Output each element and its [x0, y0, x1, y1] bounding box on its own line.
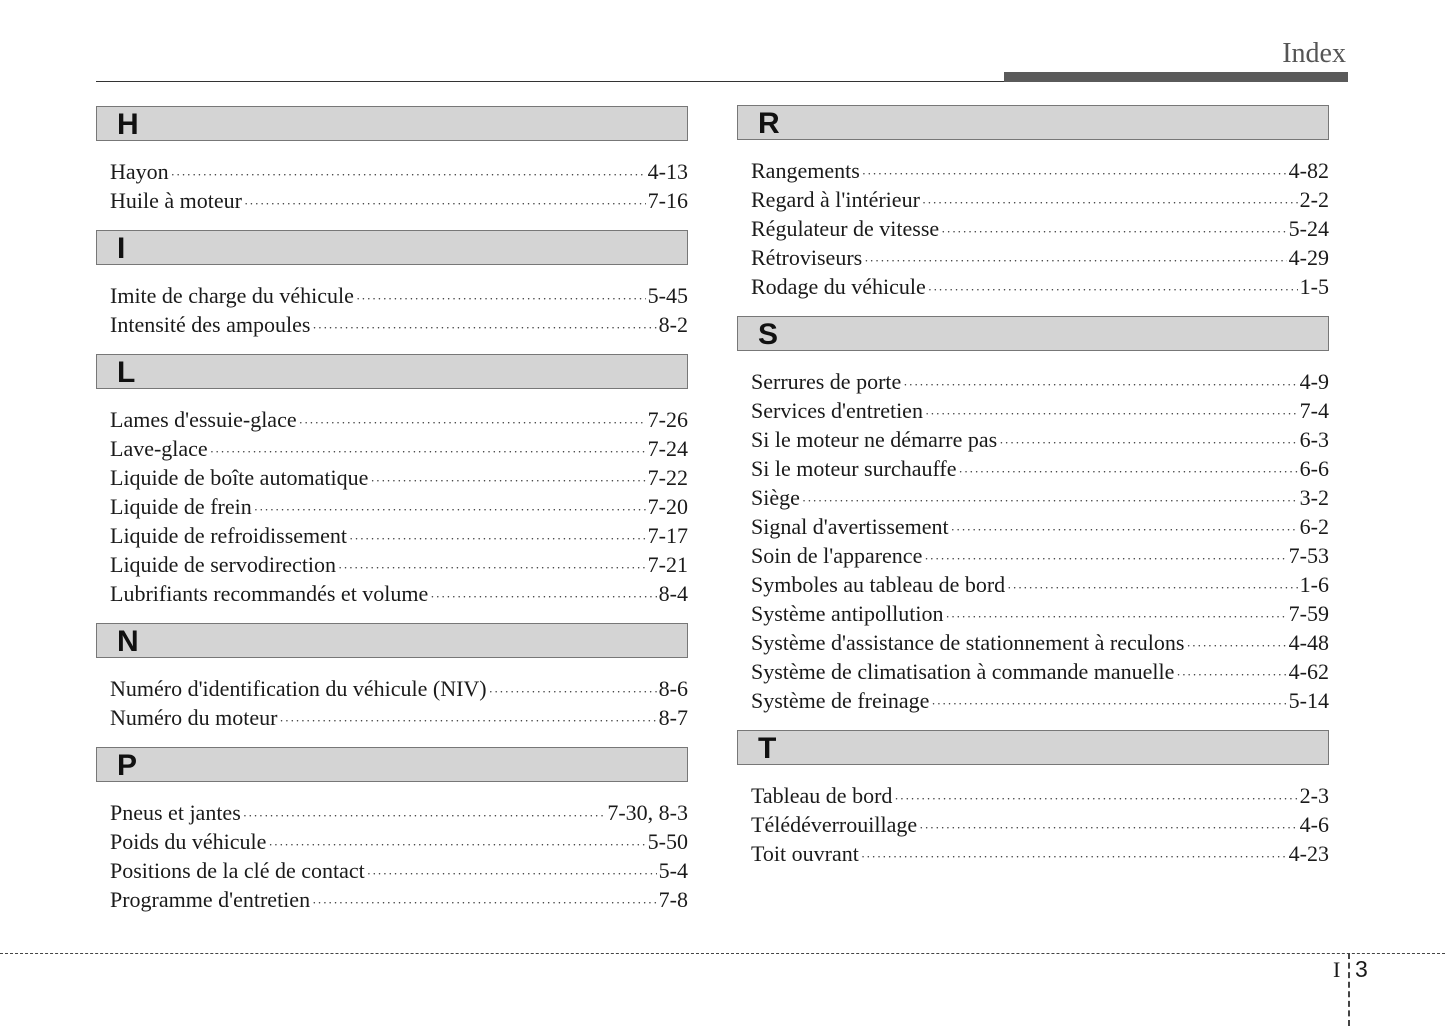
index-entry	[110, 310, 688, 339]
entry-label: Lave-glace	[110, 436, 208, 461]
entry-list	[96, 782, 688, 914]
dot-leader	[941, 217, 1287, 246]
index-entry	[751, 454, 1329, 483]
entry-label: Services d'entretien	[751, 398, 923, 423]
dot-leader	[861, 842, 1287, 871]
entry-label: Siège	[751, 485, 800, 510]
section-letter-header: L	[96, 354, 688, 389]
entry-label: Rangements	[751, 158, 860, 183]
dot-leader	[356, 284, 646, 313]
index-entry	[110, 798, 688, 827]
index-entry	[751, 156, 1329, 185]
section-letter-header: I	[96, 230, 688, 265]
index-entry	[110, 856, 688, 885]
entry-page-ref: 4-62	[1288, 659, 1329, 684]
dot-leader	[210, 437, 646, 466]
entry-page-ref: 2-2	[1299, 187, 1329, 212]
entry-label: Liquide de servodirection	[110, 552, 337, 577]
entry-label: Hayon	[110, 159, 169, 184]
entry-label: Soin de l'apparence	[751, 543, 923, 568]
section-letter-header: H	[96, 106, 688, 141]
index-entry	[110, 827, 688, 856]
dot-leader	[430, 582, 656, 611]
entry-label: Liquide de refroidissement	[110, 523, 348, 548]
section-letter-header: R	[737, 105, 1329, 140]
entry-page-ref: 1-6	[1299, 572, 1329, 597]
entry-page-ref: 7-4	[1299, 398, 1329, 423]
entry-label: Liquide de frein	[110, 494, 252, 519]
entry-list	[737, 765, 1329, 868]
index-entry	[110, 703, 688, 732]
entry-list	[96, 265, 688, 339]
entry-label: Rodage du véhicule	[751, 274, 926, 299]
entry-label: Liquide de boîte automatique	[110, 465, 369, 490]
entry-label: Symboles au tableau de bord	[751, 572, 1006, 597]
entry-page-ref: 5-24	[1288, 216, 1329, 241]
entry-label: Système de freinage	[751, 688, 930, 713]
entry-label: Télédéverrouillage	[751, 812, 918, 837]
index-entry	[751, 272, 1329, 301]
section-letter-header: P	[96, 747, 688, 782]
entry-label: Tableau de bord	[751, 783, 893, 808]
section-letter-header: N	[96, 623, 688, 658]
index-entry	[751, 570, 1329, 599]
dot-leader	[299, 408, 646, 437]
index-entry	[751, 396, 1329, 425]
dot-leader	[924, 544, 1286, 573]
entry-label: Régulateur de vitesse	[751, 216, 940, 241]
dot-leader	[925, 399, 1298, 428]
entry-page-ref: 8-7	[658, 705, 688, 730]
index-entry	[110, 521, 688, 550]
index-section	[737, 316, 1329, 715]
entry-label: Toit ouvrant	[751, 841, 859, 866]
entry-label: Numéro du moteur	[110, 705, 278, 730]
entry-label: Signal d'avertissement	[751, 514, 949, 539]
dot-leader	[349, 524, 646, 553]
dot-leader	[338, 553, 646, 582]
entry-page-ref: 4-6	[1299, 812, 1329, 837]
dot-leader	[171, 160, 646, 189]
index-entry	[751, 185, 1329, 214]
dot-leader	[864, 246, 1286, 275]
index-entry	[751, 686, 1329, 715]
entry-page-ref: 4-13	[647, 159, 688, 184]
page-number: 3	[1355, 956, 1368, 982]
entry-label: Si le moteur ne démarre pas	[751, 427, 998, 452]
entry-label: Intensité des ampoules	[110, 312, 311, 337]
footer-divider	[0, 953, 1445, 954]
chapter-number: I	[1333, 957, 1341, 982]
dot-leader	[244, 189, 646, 218]
entry-label: Positions de la clé de contact	[110, 858, 365, 883]
section-letter-header: T	[737, 730, 1329, 765]
index-entry	[751, 483, 1329, 512]
entry-page-ref: 7-17	[647, 523, 688, 548]
dot-leader	[862, 159, 1287, 188]
index-section	[96, 623, 688, 732]
entry-page-ref: 5-50	[647, 829, 688, 854]
entry-page-ref: 2-3	[1299, 783, 1329, 808]
entry-page-ref: 8-6	[658, 676, 688, 701]
page-title: Index	[1282, 38, 1346, 69]
entry-page-ref: 4-29	[1288, 245, 1329, 270]
dot-leader	[919, 813, 1298, 842]
index-entry	[751, 628, 1329, 657]
index-section	[737, 730, 1329, 868]
entry-label: Numéro d'identification du véhicule (NIV)	[110, 676, 487, 701]
entry-page-ref: 4-82	[1288, 158, 1329, 183]
entry-list	[737, 351, 1329, 715]
dot-leader	[312, 313, 656, 342]
entry-page-ref: 7-30, 8-3	[607, 800, 688, 825]
entry-page-ref: 8-2	[658, 312, 688, 337]
entry-page-ref: 3-2	[1299, 485, 1329, 510]
header-rule	[96, 81, 1004, 82]
index-section	[96, 106, 688, 215]
entry-page-ref: 7-53	[1288, 543, 1329, 568]
entry-page-ref: 7-26	[647, 407, 688, 432]
dot-leader	[946, 602, 1287, 631]
entry-page-ref: 6-6	[1299, 456, 1329, 481]
index-entry	[751, 425, 1329, 454]
entry-label: Système antipollution	[751, 601, 944, 626]
dot-leader	[367, 859, 657, 888]
entry-list	[96, 658, 688, 732]
index-entry	[110, 674, 688, 703]
entry-list	[96, 141, 688, 215]
entry-page-ref: 7-22	[647, 465, 688, 490]
index-entry	[751, 214, 1329, 243]
entry-page-ref: 8-4	[658, 581, 688, 606]
entry-page-ref: 7-20	[647, 494, 688, 519]
index-entry	[751, 512, 1329, 541]
dot-leader	[312, 888, 657, 917]
index-entry	[751, 541, 1329, 570]
index-column-left	[96, 106, 688, 929]
dot-leader	[951, 515, 1298, 544]
dot-leader	[1007, 573, 1298, 602]
entry-page-ref: 7-8	[658, 887, 688, 912]
dot-leader	[1176, 660, 1286, 689]
entry-label: Imite de charge du véhicule	[110, 283, 354, 308]
index-entry	[751, 781, 1329, 810]
entry-page-ref: 7-24	[647, 436, 688, 461]
index-entry	[110, 186, 688, 215]
index-section	[737, 105, 1329, 301]
dot-leader	[922, 188, 1298, 217]
entry-page-ref: 7-21	[647, 552, 688, 577]
header-bar	[1004, 72, 1348, 82]
entry-label: Si le moteur surchauffe	[751, 456, 957, 481]
section-letter-header: S	[737, 316, 1329, 351]
index-entry	[751, 657, 1329, 686]
index-section	[96, 354, 688, 608]
index-entry	[110, 463, 688, 492]
entry-label: Système de climatisation à commande manuelle	[751, 659, 1175, 684]
dot-leader	[268, 830, 645, 859]
entry-page-ref: 4-48	[1288, 630, 1329, 655]
entry-page-ref: 6-3	[1299, 427, 1329, 452]
index-column-right	[737, 105, 1329, 883]
entry-label: Poids du véhicule	[110, 829, 267, 854]
entry-label: Pneus et jantes	[110, 800, 241, 825]
dot-leader	[370, 466, 645, 495]
index-entry	[751, 243, 1329, 272]
dot-leader	[903, 370, 1297, 399]
index-entry	[110, 550, 688, 579]
index-entry	[751, 367, 1329, 396]
index-entry	[110, 405, 688, 434]
entry-page-ref: 5-4	[658, 858, 688, 883]
dot-leader	[1186, 631, 1286, 660]
entry-label: Lubrifiants recommandés et volume	[110, 581, 429, 606]
entry-list	[96, 389, 688, 608]
index-section	[96, 747, 688, 914]
entry-page-ref: 5-45	[647, 283, 688, 308]
index-entry	[110, 492, 688, 521]
entry-label: Regard à l'intérieur	[751, 187, 920, 212]
entry-label: Huile à moteur	[110, 188, 242, 213]
entry-page-ref: 1-5	[1299, 274, 1329, 299]
dot-leader	[802, 486, 1298, 515]
index-section	[96, 230, 688, 339]
entry-page-ref: 7-59	[1288, 601, 1329, 626]
index-entry	[751, 599, 1329, 628]
index-entry	[110, 434, 688, 463]
index-entry	[110, 157, 688, 186]
dot-leader	[928, 275, 1298, 304]
entry-page-ref: 4-9	[1299, 369, 1329, 394]
entry-list	[737, 140, 1329, 301]
entry-page-ref: 5-14	[1288, 688, 1329, 713]
entry-label: Serrures de porte	[751, 369, 902, 394]
dot-leader	[931, 689, 1286, 718]
entry-label: Système d'assistance de stationnement à reculons	[751, 630, 1185, 655]
dot-leader	[958, 457, 1297, 486]
dot-leader	[279, 706, 656, 735]
index-entry	[110, 579, 688, 608]
dot-leader	[999, 428, 1297, 457]
index-entry	[751, 810, 1329, 839]
entry-label: Programme d'entretien	[110, 887, 311, 912]
footer-vertical-divider	[1348, 953, 1350, 1026]
index-entry	[751, 839, 1329, 868]
dot-leader	[254, 495, 646, 524]
entry-page-ref: 6-2	[1299, 514, 1329, 539]
index-entry	[110, 885, 688, 914]
entry-label: Lames d'essuie-glace	[110, 407, 297, 432]
dot-leader	[243, 801, 606, 830]
index-entry	[110, 281, 688, 310]
dot-leader	[489, 677, 657, 706]
entry-page-ref: 7-16	[647, 188, 688, 213]
entry-label: Rétroviseurs	[751, 245, 863, 270]
dot-leader	[894, 784, 1297, 813]
entry-page-ref: 4-23	[1288, 841, 1329, 866]
